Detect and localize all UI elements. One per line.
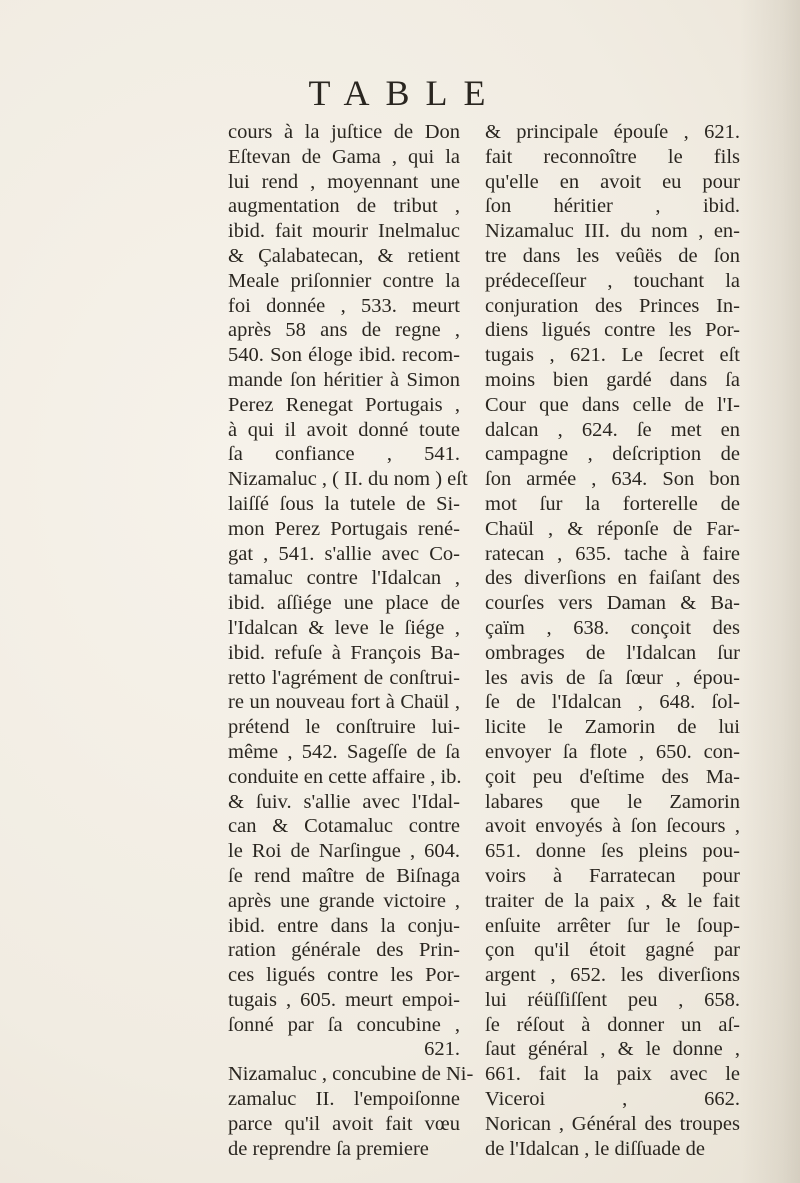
text-line: le Roi de Narſingue , 604. [228,840,460,863]
text-line: 540. Son éloge ibid. recom- [228,344,460,367]
text-line: & principale épouſe , 621. [485,121,740,143]
text-line: laiſſé ſous la tutele de Si- [228,492,460,515]
text-line: çoit peu d'eſtime des Ma- [485,765,740,788]
text-line: labares que le Zamorin [485,790,740,813]
text-line: ibid. aſſiége une place de [228,592,460,615]
text-line: 661. fait la paix avec le [485,1063,740,1086]
running-header: TABLE [308,73,502,113]
text-line: Nizamaluc , concubine de Ni- [228,1063,474,1086]
text-line: les avis de ſa ſœur , épou- [485,666,740,689]
text-line: diens ligués contre les Por- [485,319,740,342]
text-line: qu'elle en avoit eu pour [485,170,740,193]
text-line: Meale priſonnier contre la [228,269,460,292]
text-line: conduite en cette affaire , ib. [228,765,462,788]
text-line: ſe de l'Idalcan , 648. ſol- [485,691,740,714]
text-line: 651. donne ſes pleins pou- [485,840,740,863]
text-line: prétend le conſtruire lui- [228,716,460,739]
text-line: ombrages de l'Idalcan ſur [485,641,740,664]
text-line: Chaül , & réponſe de Far- [485,517,740,540]
text-line: courſes vers Daman & Ba- [485,592,740,615]
text-line: tre dans les veûës de ſon [485,244,740,267]
text-line: tamaluc contre l'Idalcan , [228,567,460,590]
text-line: çaïm , 638. conçoit des [485,616,740,639]
text-line: ſon héritier , ibid. [485,195,740,218]
text-line: tugais , 621. Le ſecret eſt [485,344,740,367]
text-line: mon Perez Portugais rené- [228,517,460,540]
text-line: zamaluc II. l'empoiſonne [228,1088,460,1111]
text-line: même , 542. Sageſſe de ſa [228,740,460,763]
text-line: ibid. fait mourir Inelmaluc [228,220,460,243]
text-line: augmentation de tribut , [228,195,460,218]
text-line: retto l'agrément de conſtrui- [228,666,460,689]
text-line: après une grande victoire , [228,889,460,912]
text-line: ſe réſout à donner un aſ- [485,1013,740,1036]
text-line: prédeceſſeur , touchant la [485,269,740,292]
right-column [485,120,740,1161]
text-line: ibid. refuſe à François Ba- [228,641,460,664]
text-line: Viceroi , 662. [485,1088,740,1111]
text-line: parce qu'il avoit fait vœu [228,1112,460,1135]
page-edge-shadow [740,0,800,1183]
text-line: ratecan , 635. tache à faire [485,542,740,565]
text-line: 621. [424,1038,460,1061]
left-column [228,120,474,1161]
text-line: Cour que dans celle de l'I- [485,393,740,416]
text-line: cours à la juſtice de Don [228,121,460,143]
text-line: moins bien gardé dans ſa [485,368,740,391]
text-line: ſaut général , & le donne , [485,1038,740,1061]
text-line: ſe rend maître de Biſnaga [228,864,460,887]
text-line: mande ſon héritier à Simon [228,368,460,391]
text-line: de l'Idalcan , le diſſuade de [485,1137,705,1160]
text-line: tugais , 605. meurt empoi- [228,988,460,1011]
text-line: dalcan , 624. ſe met en [485,418,740,441]
text-line: voirs à Farratecan pour [485,864,740,887]
text-line: des diverſions en faiſant des [485,567,740,590]
text-line: lui réüſſiſſent peu , 658. [485,988,740,1011]
text-line: enſuite arrêter ſur le ſoup- [485,914,740,937]
text-line: avoit envoyés à ſon ſecours , [485,815,740,838]
text-line: ces ligués contre les Por- [228,964,460,987]
text-line: lui rend , moyennant une [228,170,460,193]
text-line: çon qu'il étoit gagné par [485,939,740,962]
text-line: can & Cotamaluc contre [228,815,460,838]
text-line: Norican , Général des troupes [485,1112,740,1135]
text-line: foi donnée , 533. meurt [228,294,460,317]
text-line: envoyer ſa flote , 650. con- [485,740,740,763]
text-line: mot ſur la forterelle de [485,492,740,515]
text-line: Nizamaluc III. du nom , en- [485,220,740,243]
text-line: fait reconnoître le fils [485,145,740,168]
text-line: Nizamaluc , ( II. du nom ) eſt [228,468,468,491]
text-line: gat , 541. s'allie avec Co- [228,542,460,565]
text-line: traiter de la paix , & le fait [485,889,740,912]
text-line: de reprendre ſa premiere [228,1137,429,1160]
text-line: re un nouveau fort à Chaül , [228,691,460,714]
text-line: campagne , deſcription de [485,443,740,466]
text-line: ration générale des Prin- [228,939,460,962]
text-line: ſonné par ſa concubine , [228,1013,460,1036]
text-line: & ſuiv. s'allie avec l'Idal- [228,790,460,813]
text-line: conjuration des Princes In- [485,294,740,317]
text-line: Eſtevan de Gama , qui la [228,145,460,168]
text-line: argent , 652. les diverſions [485,964,740,987]
text-line: ſon armée , 634. Son bon [485,468,740,491]
text-line: à qui il avoit donné toute [228,418,460,441]
text-line: Perez Renegat Portugais , [228,393,460,416]
text-line: l'Idalcan & leve le ſiége , [228,616,460,639]
text-line: après 58 ans de regne , [228,319,460,342]
text-line: ibid. entre dans la conju- [228,914,460,937]
text-line: licite le Zamorin de lui [485,716,740,739]
text-line: & Çalabatecan, & retient [228,244,460,267]
text-line: ſa confiance , 541. [228,443,460,466]
